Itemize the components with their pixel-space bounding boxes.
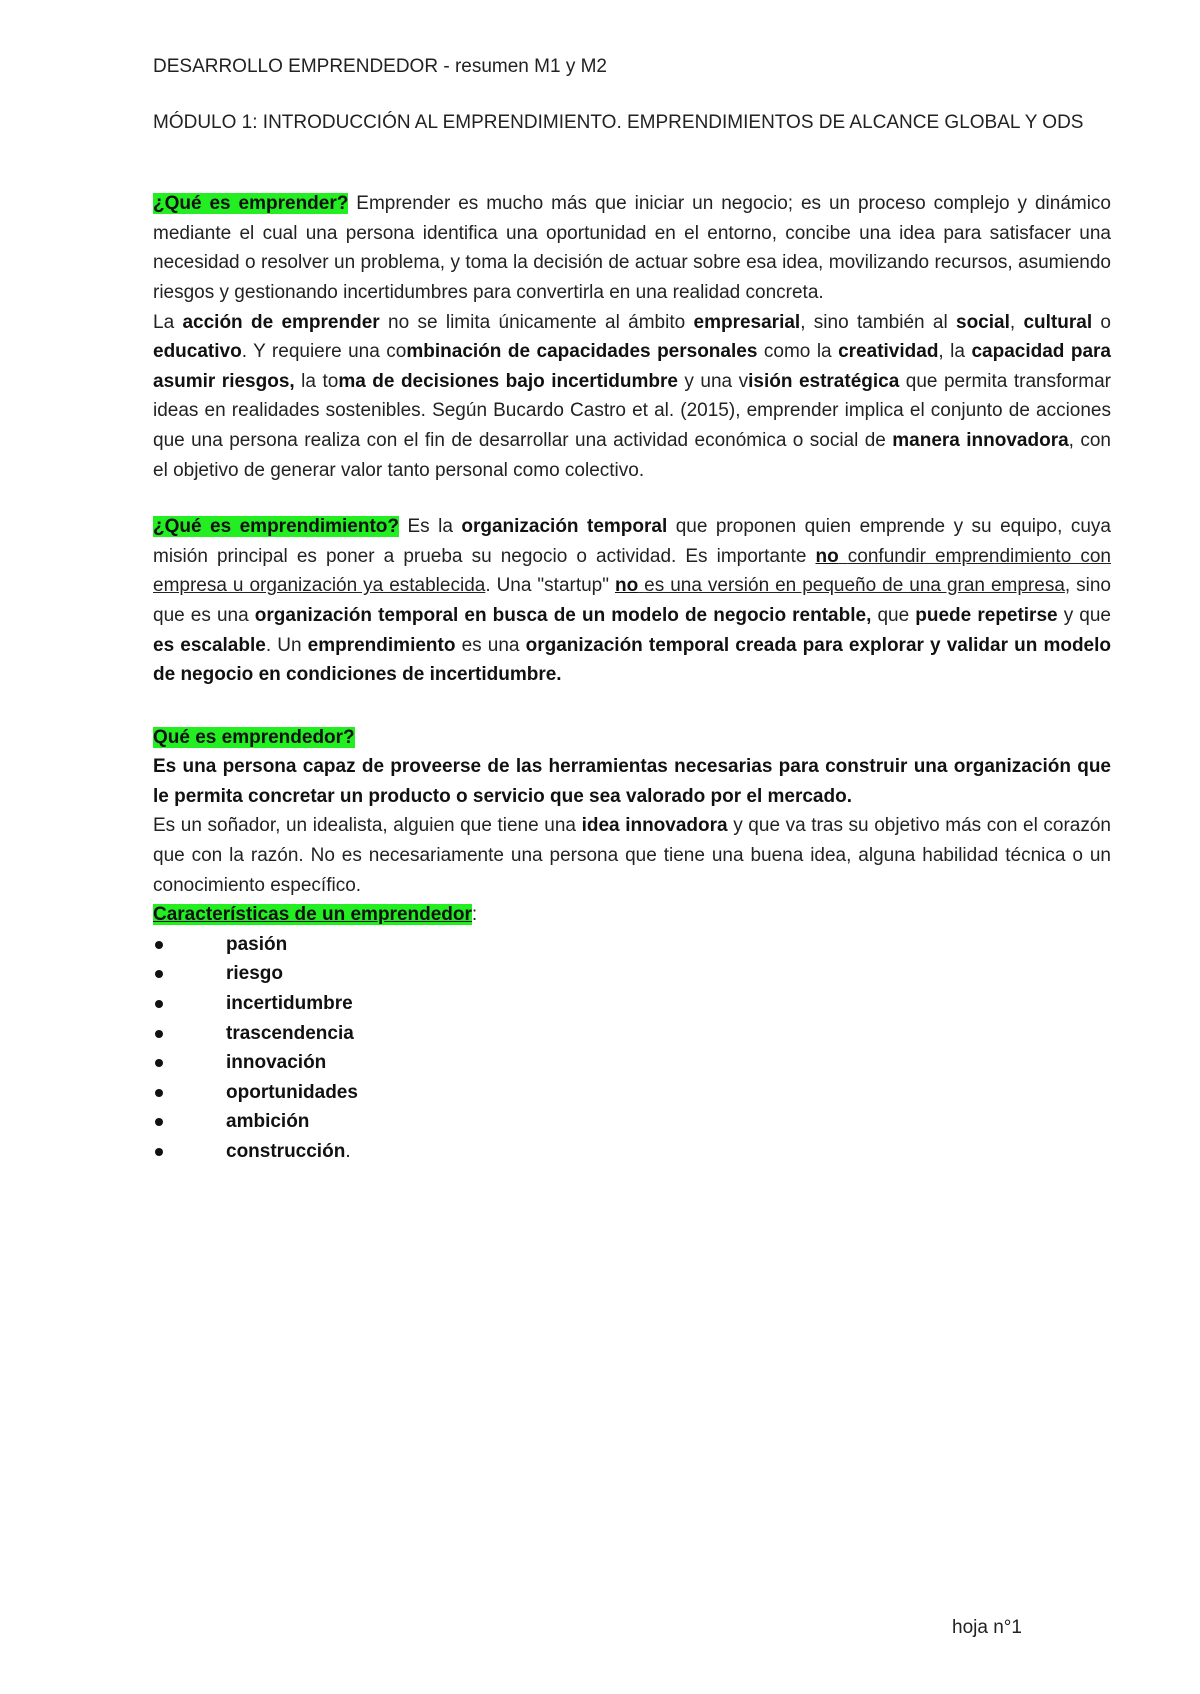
list-item-label: oportunidades — [226, 1081, 358, 1103]
underlined-term: no — [815, 545, 839, 567]
list-item-label: innovación — [226, 1052, 327, 1074]
underlined-phrase: es una versión en pequeño de una gran empresa — [644, 575, 1065, 597]
heading-que-es-emprendimiento: ¿Qué es emprendimiento? — [153, 516, 400, 538]
bold-term: manera innovadora — [892, 429, 1069, 451]
bold-term: educativo — [153, 341, 242, 363]
list-period: . — [345, 1141, 351, 1162]
characteristics-list — [153, 930, 1111, 1167]
text: es una — [455, 634, 526, 656]
bold-term: empresarial — [693, 311, 801, 333]
text: que permita transformar ideas en realidades sostenibles. Según Bucardo Castro et al. (2015), emprender implica el conjunto de acciones que una persona realiza con el fin de desarrollar una actividad económica o social de — [153, 370, 1111, 451]
text: . Un — [265, 634, 308, 656]
text: . Una "startup" — [485, 575, 615, 597]
heading-colon: : — [471, 904, 478, 926]
bold-term: es escalable — [153, 634, 266, 656]
list-item-label: construcción — [226, 1141, 346, 1162]
text: La — [153, 311, 183, 333]
text: Es la — [399, 516, 462, 538]
underlined-term: no — [614, 575, 639, 597]
heading-que-es-emprender: ¿Qué es emprender? — [153, 193, 349, 215]
bold-term: organización temporal — [461, 516, 668, 538]
list-item-label: pasión — [226, 933, 288, 955]
bold-term: creatividad — [838, 341, 939, 363]
list-item-label: riesgo — [226, 963, 284, 985]
list-item — [153, 1048, 1111, 1078]
section-emprendedor-heading — [153, 723, 1111, 753]
bold-term: puede repetirse — [915, 604, 1058, 626]
list-item — [153, 930, 1111, 960]
text: que proponen quien emprende y su equipo, cuya misión principal es poner a prueba su negocio o actividad. Es importante — [153, 516, 1111, 567]
text: , sino también al — [800, 311, 956, 333]
section-emprender-intro — [153, 189, 1111, 307]
bold-term: cultural — [1023, 311, 1093, 333]
list-item-label: ambición — [226, 1111, 310, 1133]
list-item-label: trascendencia — [226, 1022, 354, 1044]
heading-que-es-emprendedor: Qué es emprendedor? — [153, 726, 355, 748]
heading-caracteristicas — [153, 904, 472, 925]
text: que — [871, 604, 916, 626]
text: y que — [1057, 604, 1111, 626]
text: . Y requiere una co — [241, 341, 407, 363]
text: , con el objetivo de generar valor tanto personal como colectivo. — [153, 429, 1111, 481]
document-body — [153, 52, 1111, 1167]
emprendedor-definition — [153, 752, 1111, 811]
bold-term: social — [956, 311, 1010, 333]
text: y una v — [677, 370, 749, 392]
bold-term: isión estratégica — [748, 370, 900, 392]
underlined-heading: Características de un emprendedor — [153, 904, 472, 926]
bold-term: ma de decisiones bajo incertidumbre — [338, 370, 678, 392]
text: , — [1009, 311, 1024, 333]
list-item — [153, 1137, 1111, 1167]
document-title: DESARROLLO EMPRENDEDOR - resumen M1 y M2 — [153, 56, 607, 77]
emprendedor-paragraph — [153, 811, 1111, 900]
bold-term: capacidad para asumir riesgos, — [153, 341, 1111, 392]
underlined-space — [839, 546, 848, 567]
list-item — [153, 989, 1111, 1019]
text: , la — [938, 341, 972, 363]
bold-term — [815, 546, 838, 567]
bold-definition: Es una persona capaz de proveerse de las herramientas necesarias para construir una organización que le permita concretar un producto o servicio que sea valorado por el mercado. — [153, 756, 1111, 807]
bold-term: idea innovadora — [581, 815, 728, 837]
list-item — [153, 1078, 1111, 1108]
text: o — [1092, 311, 1111, 333]
text: la to — [294, 370, 339, 392]
list-item-label: incertidumbre — [226, 993, 353, 1015]
section-emprender-paragraph — [153, 308, 1111, 486]
list-item — [153, 1107, 1111, 1137]
section-emprendimiento — [153, 512, 1111, 690]
bold-term: organización temporal creada para explorar y validar un modelo de negocio en condiciones de incertidumbre. — [153, 634, 1111, 686]
module-title: MÓDULO 1: INTRODUCCIÓN AL EMPRENDIMIENTO. EMPRENDIMIENTOS DE ALCANCE GLOBAL Y ODS — [153, 111, 1084, 133]
text: , sino que es una — [153, 575, 1112, 626]
text: y que va tras su objetivo más con el corazón que con la razón. No es necesariamente una persona que tiene una buena idea, alguna habilidad técnica o un conocimiento específico. — [153, 815, 1111, 896]
bold-term: emprendimiento — [307, 634, 456, 656]
list-item — [153, 1019, 1111, 1049]
bold-term — [615, 575, 638, 596]
bold-term: acción de emprender — [182, 311, 380, 333]
underlined-phrase: confundir emprendimiento con empresa u organización ya establecida — [153, 545, 1112, 597]
list-item — [153, 959, 1111, 989]
bold-term: organización temporal en busca de un modelo de negocio rentable, — [254, 604, 872, 626]
text: Es un soñador, un idealista, alguien que tiene una — [153, 815, 582, 837]
text: Emprender es mucho más que iniciar un negocio; es un proceso complejo y dinámico mediante el cual una persona identifica una oportunidad en el entorno, concibe una idea para satisfacer una necesidad o resolver un problema, y toma la decisión de actuar sobre esa idea, movilizando recursos, asumiendo riesgos y gestionando incertidumbres para convertirla en una realidad concreta. — [153, 193, 1111, 303]
page-number: hoja n°1 — [952, 1617, 1022, 1638]
text: no se limita únicamente al ámbito — [379, 311, 694, 333]
bold-term: mbinación de capacidades personales — [406, 341, 758, 363]
characteristics-heading — [153, 900, 1111, 930]
text: como la — [757, 341, 839, 363]
